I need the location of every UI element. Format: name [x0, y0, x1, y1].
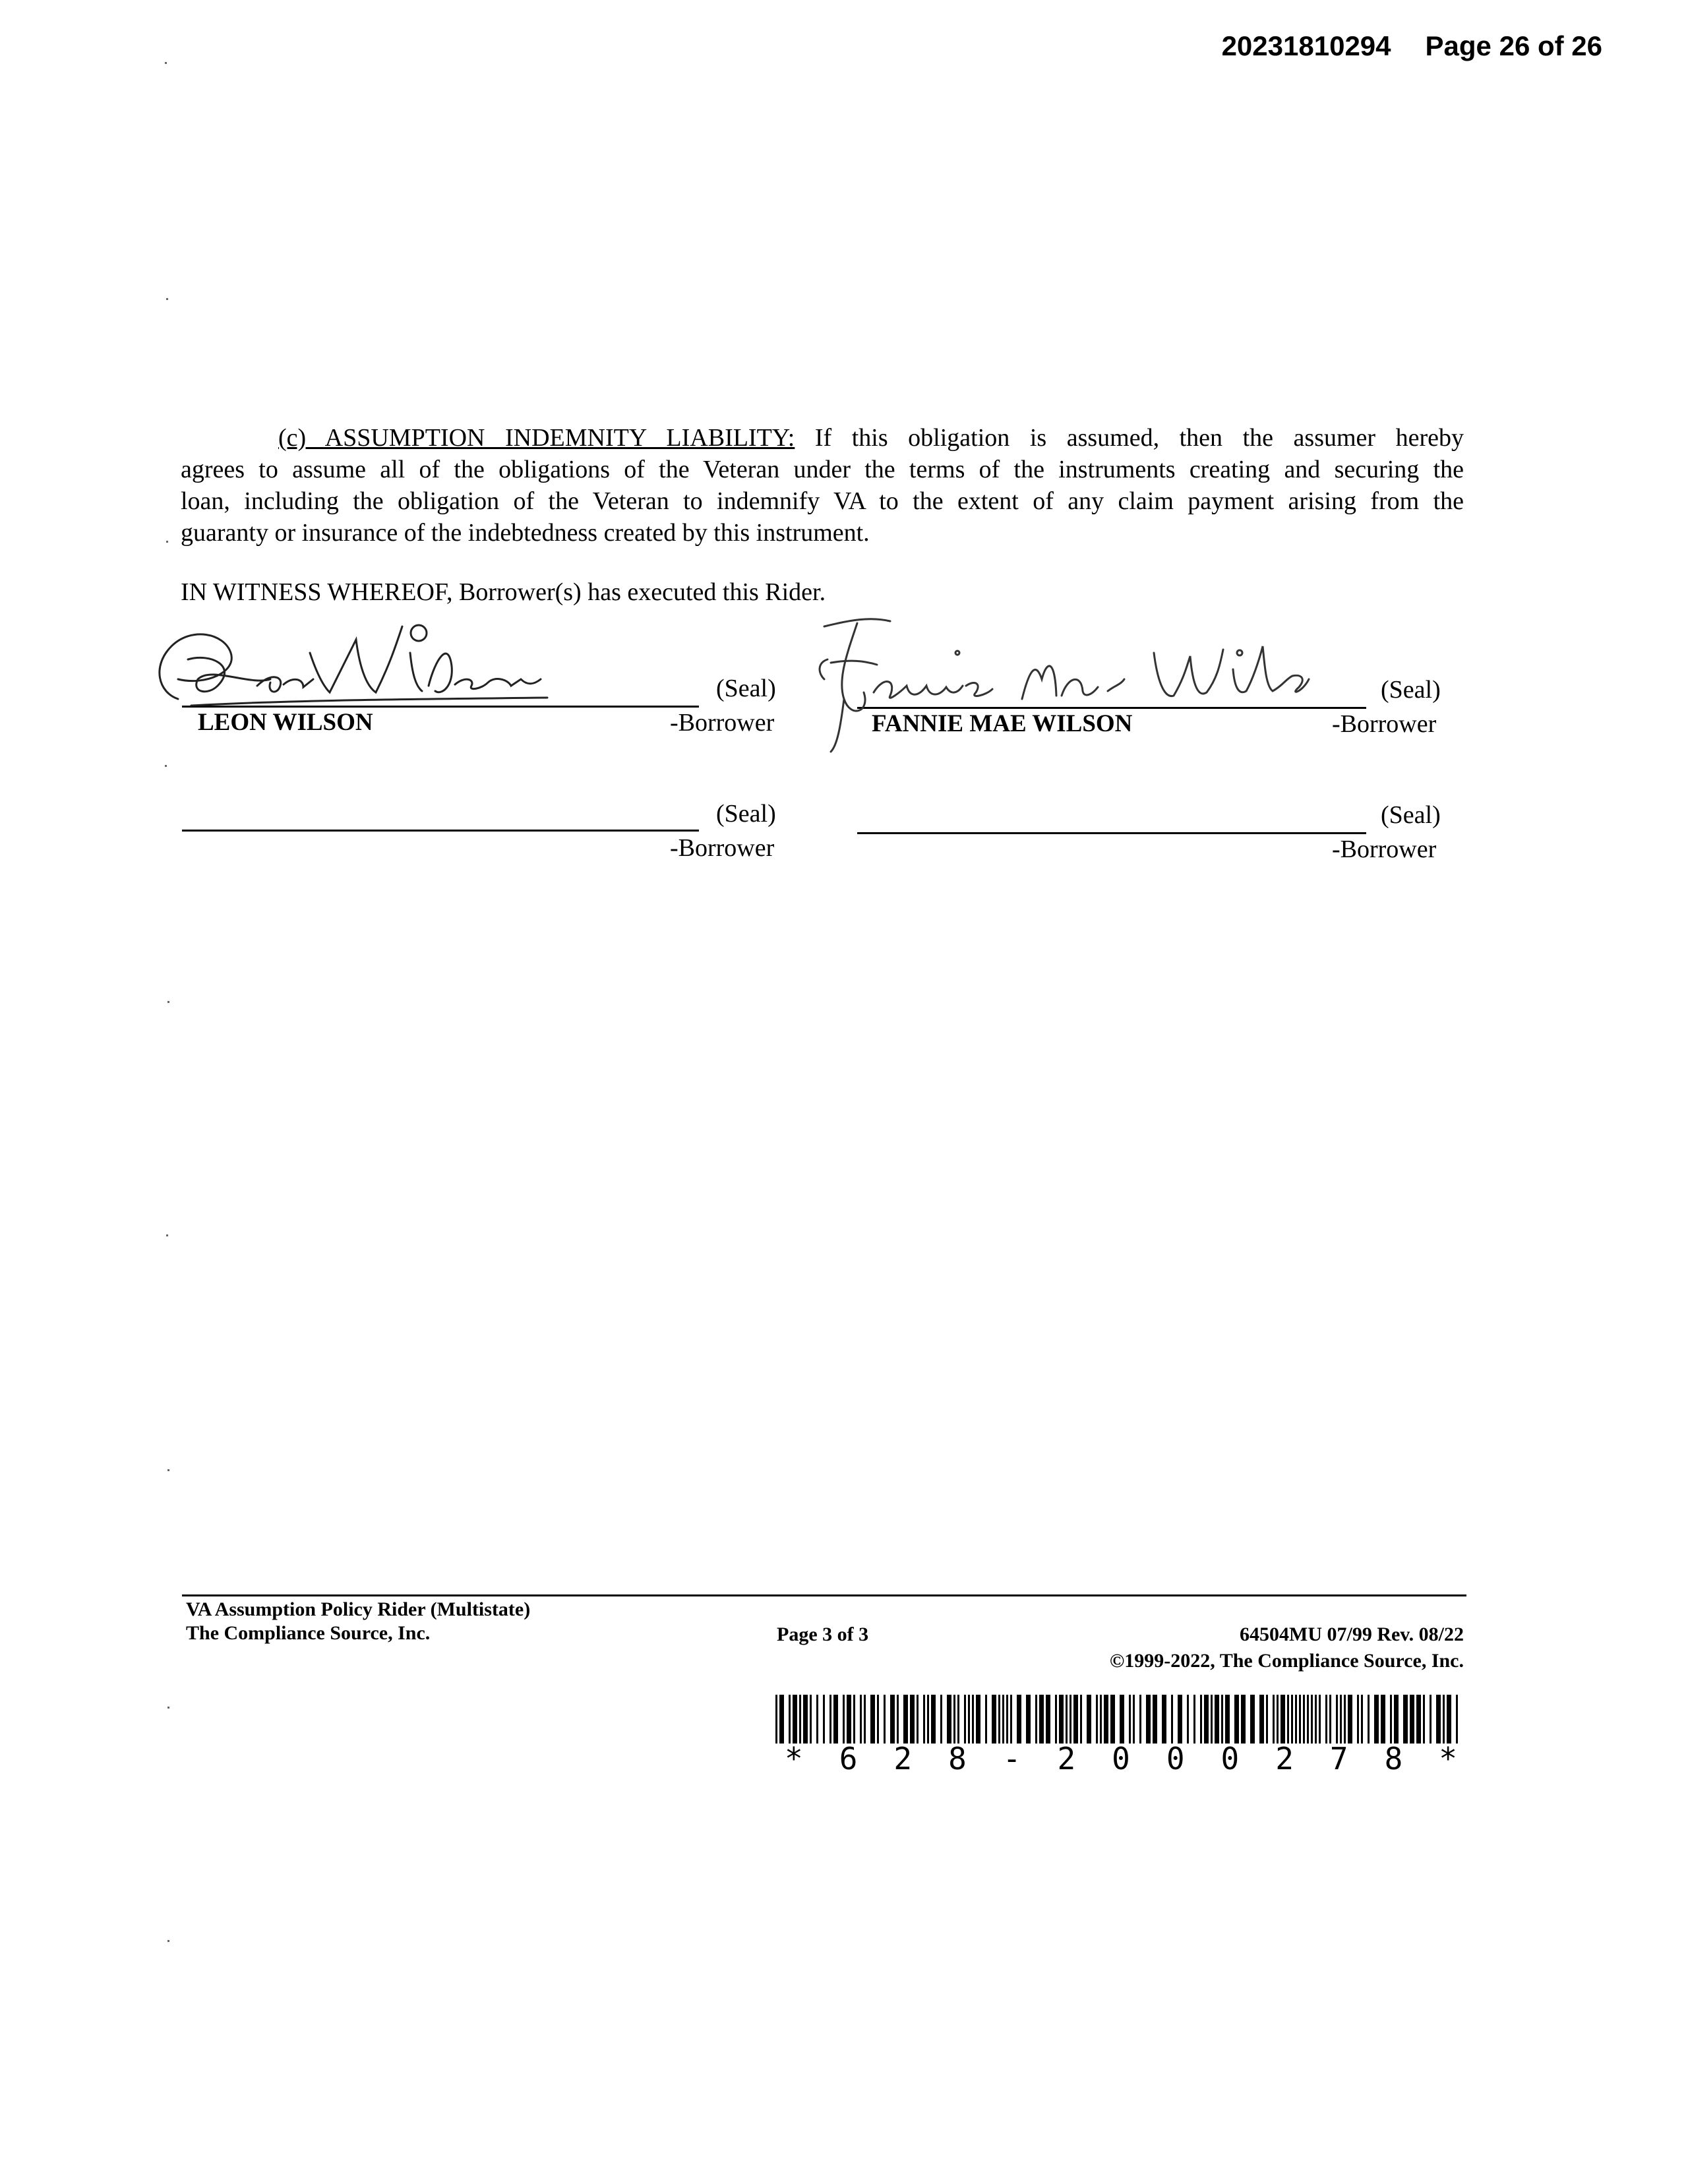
barcode-bar	[953, 1695, 955, 1744]
borrower-label: -Borrower	[670, 834, 775, 862]
barcode-bar	[947, 1695, 951, 1744]
barcode-bar	[910, 1695, 915, 1744]
scan-speck	[166, 298, 168, 300]
barcode-char: *	[785, 1741, 803, 1776]
barcode-bar	[1211, 1695, 1213, 1744]
barcode-bar	[1315, 1695, 1317, 1744]
form-company: The Compliance Source, Inc.	[186, 1622, 431, 1644]
barcode-bar	[1299, 1695, 1301, 1744]
barcode-bar	[1287, 1695, 1289, 1744]
barcode-bar	[799, 1695, 801, 1744]
barcode-bar	[1368, 1695, 1370, 1744]
barcode-bar	[803, 1695, 808, 1744]
barcode-char: 0	[1221, 1741, 1240, 1776]
barcode-bar	[1241, 1695, 1246, 1744]
barcode-bar	[1447, 1695, 1451, 1744]
barcode-bar	[1295, 1695, 1297, 1744]
barcode-bar	[1416, 1695, 1421, 1744]
signature-line	[182, 830, 699, 832]
fannie-mae-wilson-signature	[811, 613, 1312, 758]
barcode-bar	[1410, 1695, 1414, 1744]
barcode-bar	[1277, 1695, 1279, 1744]
barcode-bar	[1307, 1695, 1309, 1744]
barcode-bar	[923, 1695, 925, 1744]
barcode-bar	[1311, 1695, 1313, 1744]
barcode-char: 2	[1057, 1741, 1076, 1776]
form-code: 64504MU 07/99 Rev. 08/22	[1240, 1623, 1464, 1645]
barcode-text	[785, 1741, 1457, 1776]
barcode-char: 0	[1166, 1741, 1185, 1776]
barcode-bar	[1361, 1695, 1363, 1744]
barcode-bar	[1348, 1695, 1352, 1744]
barcode-bar	[992, 1695, 996, 1744]
borrower-label: -Borrower	[1332, 710, 1437, 738]
barcode-bar	[1303, 1695, 1305, 1744]
barcode-bar	[1096, 1695, 1098, 1744]
barcode-bar	[1259, 1695, 1264, 1744]
barcode-bar	[877, 1695, 879, 1744]
barcode-bar	[833, 1695, 838, 1744]
barcode-bar	[1066, 1695, 1068, 1744]
barcode-bar	[1129, 1695, 1131, 1744]
barcode-bar	[1436, 1695, 1441, 1744]
barcode-bar	[1002, 1695, 1004, 1744]
barcode-bar	[927, 1695, 929, 1744]
barcode-bar	[1215, 1695, 1219, 1744]
barcode-bar	[964, 1695, 966, 1744]
barcode-bar	[1073, 1695, 1078, 1744]
barcode-char: *	[1439, 1741, 1457, 1776]
barcode-char: 7	[1329, 1741, 1348, 1776]
witness-statement: IN WITNESS WHEREOF, Borrower(s) has executed this Rider.	[181, 578, 826, 606]
barcode-bar	[1266, 1695, 1268, 1744]
barcode-bar	[1200, 1695, 1202, 1744]
barcode-bar	[1340, 1695, 1342, 1744]
barcode-bar	[1139, 1695, 1141, 1744]
barcode-char: 2	[893, 1741, 913, 1776]
barcode-bar	[1035, 1695, 1037, 1744]
barcode-bar	[1006, 1695, 1008, 1744]
seal-label: (Seal)	[1381, 676, 1441, 704]
barcode-bar	[1026, 1695, 1031, 1744]
barcode-bar	[1329, 1695, 1331, 1744]
barcode-bar	[860, 1695, 862, 1744]
barcode-bar	[1234, 1695, 1239, 1744]
barcode-bar	[1070, 1695, 1071, 1744]
barcode-bar	[897, 1695, 899, 1744]
barcode-bar	[1325, 1695, 1327, 1744]
barcode-bar	[1087, 1695, 1091, 1744]
scan-speck	[167, 1001, 169, 1003]
barcode-image	[775, 1695, 1461, 1744]
barcode-bar	[884, 1695, 886, 1744]
scan-speck	[167, 1707, 169, 1709]
document-number: 20231810294	[1221, 30, 1391, 61]
barcode-bar	[1443, 1695, 1445, 1744]
barcode-bar	[1171, 1695, 1173, 1744]
barcode-bar	[793, 1695, 797, 1744]
paragraph-line-2: agrees to assume all of the obligations of the Veteran under the terms of the instruments creating and securing the	[181, 456, 1464, 483]
barcode-bar	[931, 1695, 936, 1744]
barcode-bar	[1273, 1695, 1275, 1744]
assumption-indemnity-paragraph	[181, 422, 1464, 549]
barcode-bar	[1100, 1695, 1102, 1744]
barcode-bar	[1204, 1695, 1209, 1744]
scan-speck	[166, 1234, 168, 1236]
barcode-bar	[972, 1695, 974, 1744]
barcode-bar	[998, 1695, 1000, 1744]
barcode-bar	[940, 1695, 942, 1744]
barcode-bar	[1046, 1695, 1050, 1744]
barcode-bar	[968, 1695, 970, 1744]
barcode-bar	[843, 1695, 845, 1744]
barcode-bar	[816, 1695, 818, 1744]
barcode-bar	[1104, 1695, 1108, 1744]
signature-line	[857, 832, 1366, 834]
barcode-bar	[1336, 1695, 1338, 1744]
barcode-bar	[1374, 1695, 1379, 1744]
barcode-bar	[1394, 1695, 1399, 1744]
barcode-bar	[1178, 1695, 1182, 1744]
barcode-bar	[775, 1695, 777, 1744]
seal-label: (Seal)	[716, 675, 776, 702]
signer-name: LEON WILSON	[198, 709, 373, 736]
recording-page-label: Page 26 of 26	[1425, 30, 1602, 61]
barcode-char: 2	[1275, 1741, 1294, 1776]
barcode-bar	[1059, 1695, 1064, 1744]
barcode-bar	[1221, 1695, 1223, 1744]
barcode-bar	[789, 1695, 791, 1744]
barcode-bar	[1133, 1695, 1135, 1744]
seal-label: (Seal)	[1381, 801, 1441, 829]
barcode-bar	[847, 1695, 851, 1744]
barcode-bar	[976, 1695, 980, 1744]
barcode-char: 8	[948, 1741, 967, 1776]
scan-speck	[167, 1469, 169, 1471]
barcode-bar	[1250, 1695, 1255, 1744]
barcode-bar	[870, 1695, 875, 1744]
barcode-bar	[779, 1695, 784, 1744]
signer-name: FANNIE MAE WILSON	[872, 710, 1133, 737]
barcode-bar	[1344, 1695, 1346, 1744]
barcode-bar	[1055, 1695, 1057, 1744]
recording-reference	[1222, 30, 1602, 62]
barcode-bar	[1456, 1695, 1458, 1744]
barcode-bar	[1153, 1695, 1157, 1744]
barcode-bar	[1423, 1695, 1425, 1744]
barcode-bar	[1110, 1695, 1115, 1744]
borrower-label: -Borrower	[670, 709, 775, 737]
scan-speck	[166, 541, 168, 543]
barcode-bar	[829, 1695, 831, 1744]
barcode-bar	[1319, 1695, 1321, 1744]
paragraph-line-4: guaranty or insurance of the indebtedness created by this instrument.	[181, 519, 870, 547]
barcode-bar	[1281, 1695, 1285, 1744]
barcode-char: -	[1002, 1741, 1021, 1776]
footer-rule	[182, 1594, 1466, 1596]
barcode-bar	[1390, 1695, 1392, 1744]
barcode-bar	[1017, 1695, 1021, 1744]
scan-speck	[167, 1940, 169, 1942]
barcode-char: 6	[839, 1741, 858, 1776]
seal-label: (Seal)	[716, 800, 776, 828]
barcode-bar	[823, 1695, 825, 1744]
section-heading: (c) ASSUMPTION INDEMNITY LIABILITY:	[278, 424, 795, 452]
form-title: VA Assumption Policy Rider (Multistate)	[186, 1598, 531, 1620]
copyright-notice: ©1999-2022, The Compliance Source, Inc.	[1109, 1650, 1464, 1672]
barcode-bar	[1430, 1695, 1432, 1744]
scan-speck	[165, 765, 167, 767]
barcode-bar	[1403, 1695, 1408, 1744]
form-page-number: Page 3 of 3	[777, 1623, 869, 1645]
scan-speck	[165, 62, 167, 64]
barcode-bar	[1162, 1695, 1166, 1744]
barcode-bar	[903, 1695, 908, 1744]
barcode-bar	[1039, 1695, 1044, 1744]
barcode-char: 8	[1384, 1741, 1403, 1776]
barcode-bar	[1120, 1695, 1124, 1744]
barcode-bar	[1225, 1695, 1230, 1744]
barcode-bar	[1357, 1695, 1359, 1744]
barcode-bar	[957, 1695, 959, 1744]
barcode-bar	[1146, 1695, 1151, 1744]
paragraph-line-1	[181, 422, 1464, 454]
barcode-bar	[1291, 1695, 1293, 1744]
barcode-bar	[917, 1695, 919, 1744]
borrower-label: -Borrower	[1332, 835, 1437, 863]
barcode-bar	[853, 1695, 855, 1744]
barcode-bar	[1187, 1695, 1189, 1744]
leon-wilson-signature	[152, 613, 560, 719]
barcode-bar	[810, 1695, 812, 1744]
barcode-char: 0	[1112, 1741, 1130, 1776]
barcode-bar	[1193, 1695, 1195, 1744]
barcode-bar	[985, 1695, 987, 1744]
barcode-bar	[1010, 1695, 1012, 1744]
barcode-bar	[1080, 1695, 1082, 1744]
barcode-bar	[890, 1695, 895, 1744]
barcode-bar	[1381, 1695, 1385, 1744]
paragraph-line-1-rest: If this obligation is assumed, then the assumer hereby	[795, 424, 1464, 452]
barcode-bar	[864, 1695, 866, 1744]
paragraph-line-3: loan, including the obligation of the Veteran to indemnify VA to the extent of any claim payment arising from the	[181, 487, 1464, 515]
